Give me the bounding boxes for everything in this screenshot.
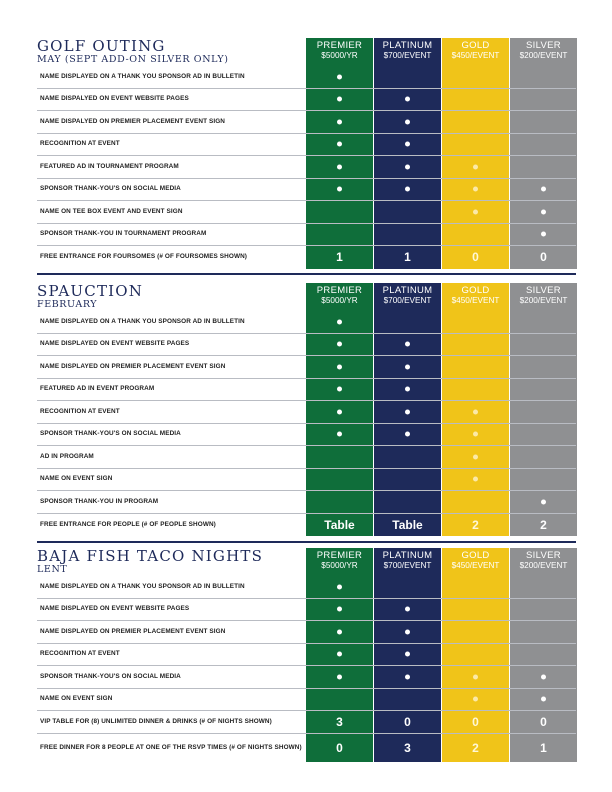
tier-price: $5000/YR: [321, 51, 358, 60]
cell-premier: [306, 179, 373, 201]
cell-silver: [510, 689, 577, 711]
cell-premier: [306, 201, 373, 223]
included-dot-icon: [405, 607, 410, 612]
benefit-value: 0: [336, 740, 343, 755]
tier-name: SILVER: [526, 40, 561, 51]
included-dot-icon: [405, 142, 410, 147]
benefit-value: 2: [540, 517, 547, 532]
tier-price: $450/EVENT: [451, 51, 500, 60]
cell-gold: [442, 311, 509, 333]
cell-platinum: [374, 156, 441, 178]
included-dot-icon: [337, 629, 342, 634]
cell-silver: [510, 156, 577, 178]
cell-platinum: [374, 621, 441, 643]
cell-silver: [510, 621, 577, 643]
included-dot-icon: [337, 187, 342, 192]
cell-platinum: [374, 514, 441, 537]
cell-platinum: [374, 311, 441, 333]
included-dot-icon: [541, 187, 546, 192]
cell-platinum: [374, 666, 441, 688]
tier-name: PREMIER: [316, 40, 363, 51]
included-dot-icon: [473, 674, 478, 679]
benefit-label: SPONSOR THANK-YOU IN PROGRAM: [40, 497, 159, 505]
benefit-row: [37, 66, 576, 89]
cell-premier: [306, 224, 373, 246]
column-header-premier: [306, 283, 373, 311]
cell-silver: [510, 66, 577, 88]
included-dot-icon: [405, 409, 410, 414]
included-dot-icon: [337, 119, 342, 124]
benefit-value: Table: [392, 517, 423, 532]
cell-silver: [510, 666, 577, 688]
included-dot-icon: [337, 342, 342, 347]
cell-silver: [510, 424, 577, 446]
cell-platinum: [374, 89, 441, 111]
cell-gold: [442, 201, 509, 223]
benefit-label: VIP TABLE FOR (8) UNLIMITED DINNER & DRINKS (# OF NIGHTS SHOWN): [40, 717, 272, 725]
benefit-row: [37, 689, 576, 712]
section-title-block: [37, 283, 305, 310]
benefit-label: RECOGNITION AT EVENT: [40, 650, 120, 658]
cell-premier: [306, 379, 373, 401]
cell-silver: [510, 356, 577, 378]
included-dot-icon: [405, 387, 410, 392]
column-header-premier: [306, 548, 373, 576]
cell-premier: [306, 246, 373, 269]
benefit-label: NAME DISPALYED ON PREMIER PLACEMENT EVENT SIGN: [40, 117, 225, 125]
cell-platinum: [374, 491, 441, 513]
cell-platinum: [374, 644, 441, 666]
benefit-row: [37, 401, 576, 424]
benefit-row: [37, 469, 576, 492]
benefit-label: NAME ON TEE BOX EVENT AND EVENT SIGN: [40, 207, 183, 215]
benefit-row: [37, 156, 576, 179]
included-dot-icon: [337, 142, 342, 147]
benefit-rows: [37, 576, 576, 762]
cell-silver: [510, 734, 577, 762]
included-dot-icon: [405, 652, 410, 657]
included-dot-icon: [541, 209, 546, 214]
benefit-value: 3: [404, 740, 411, 755]
benefit-label: NAME DISPLAYED ON A THANK YOU SPONSOR AD IN BULLETIN: [40, 582, 245, 590]
cell-silver: [510, 246, 577, 269]
cell-gold: [442, 491, 509, 513]
benefit-row: [37, 621, 576, 644]
included-dot-icon: [473, 477, 478, 482]
column-header-platinum: [374, 548, 441, 576]
cell-premier: [306, 689, 373, 711]
cell-premier: [306, 599, 373, 621]
cell-silver: [510, 514, 577, 537]
included-dot-icon: [473, 187, 478, 192]
cell-premier: [306, 356, 373, 378]
benefit-value: Table: [324, 517, 355, 532]
benefit-label: AD IN PROGRAM: [40, 452, 94, 460]
cell-gold: [442, 666, 509, 688]
cell-silver: [510, 111, 577, 133]
cell-premier: [306, 491, 373, 513]
cell-gold: [442, 446, 509, 468]
cell-gold: [442, 469, 509, 491]
cell-premier: [306, 644, 373, 666]
cell-platinum: [374, 379, 441, 401]
benefit-label: RECOGNITION AT EVENT: [40, 407, 120, 415]
tier-price: $700/EVENT: [383, 296, 432, 305]
cell-gold: [442, 599, 509, 621]
benefit-value: 1: [336, 250, 343, 265]
cell-premier: [306, 156, 373, 178]
cell-gold: [442, 156, 509, 178]
included-dot-icon: [337, 319, 342, 324]
tier-name: PLATINUM: [382, 285, 433, 296]
benefit-row: [37, 356, 576, 379]
cell-gold: [442, 401, 509, 423]
cell-silver: [510, 311, 577, 333]
benefit-label: FEATURED AD IN TOURNAMENT PROGRAM: [40, 162, 179, 170]
cell-silver: [510, 469, 577, 491]
cell-silver: [510, 644, 577, 666]
benefit-row: [37, 666, 576, 689]
cell-premier: [306, 734, 373, 762]
benefit-row: [37, 599, 576, 622]
included-dot-icon: [405, 187, 410, 192]
benefit-value: 3: [336, 714, 343, 729]
tier-name: PLATINUM: [382, 550, 433, 561]
benefit-row: [37, 446, 576, 469]
cell-gold: [442, 379, 509, 401]
included-dot-icon: [541, 499, 546, 504]
cell-platinum: [374, 111, 441, 133]
cell-platinum: [374, 424, 441, 446]
tier-price: $700/EVENT: [383, 561, 432, 570]
benefit-row: [37, 644, 576, 667]
cell-gold: [442, 621, 509, 643]
cell-platinum: [374, 734, 441, 762]
tier-price: $5000/YR: [321, 561, 358, 570]
column-header-platinum: [374, 283, 441, 311]
tier-name: GOLD: [461, 40, 490, 51]
cell-gold: [442, 246, 509, 269]
cell-platinum: [374, 356, 441, 378]
section-subtitle: LENT: [37, 564, 68, 575]
cell-platinum: [374, 689, 441, 711]
cell-premier: [306, 621, 373, 643]
cell-gold: [442, 334, 509, 356]
benefit-row: [37, 734, 576, 762]
included-dot-icon: [473, 697, 478, 702]
benefit-row: [37, 334, 576, 357]
section-divider: [37, 273, 576, 275]
tier-name: GOLD: [461, 550, 490, 561]
cell-platinum: [374, 66, 441, 88]
benefit-label: SPONSOR THANK-YOU'S ON SOCIAL MEDIA: [40, 672, 181, 680]
included-dot-icon: [337, 584, 342, 589]
section-title: SPAUCTION: [37, 282, 144, 300]
cell-platinum: [374, 469, 441, 491]
cell-platinum: [374, 201, 441, 223]
included-dot-icon: [337, 409, 342, 414]
cell-platinum: [374, 334, 441, 356]
cell-silver: [510, 89, 577, 111]
included-dot-icon: [337, 607, 342, 612]
cell-premier: [306, 666, 373, 688]
section-title: BAJA FISH TACO NIGHTS: [37, 547, 264, 565]
tier-price: $450/EVENT: [451, 296, 500, 305]
cell-gold: [442, 66, 509, 88]
benefit-label: NAME DISPLAYED ON PREMIER PLACEMENT EVENT SIGN: [40, 627, 226, 635]
tier-name: PREMIER: [316, 550, 363, 561]
cell-platinum: [374, 401, 441, 423]
cell-platinum: [374, 179, 441, 201]
included-dot-icon: [473, 164, 478, 169]
benefit-row: [37, 224, 576, 247]
included-dot-icon: [541, 232, 546, 237]
cell-premier: [306, 66, 373, 88]
cell-premier: [306, 446, 373, 468]
cell-platinum: [374, 599, 441, 621]
cell-gold: [442, 134, 509, 156]
benefit-row: [37, 424, 576, 447]
column-header-silver: [510, 38, 577, 66]
cell-premier: [306, 401, 373, 423]
cell-platinum: [374, 711, 441, 733]
column-header-platinum: [374, 38, 441, 66]
column-header-gold: [442, 548, 509, 576]
included-dot-icon: [541, 697, 546, 702]
cell-premier: [306, 311, 373, 333]
benefit-row: [37, 201, 576, 224]
benefit-value: 1: [540, 740, 547, 755]
benefit-row: [37, 246, 576, 269]
tier-name: GOLD: [461, 285, 490, 296]
benefit-value: 0: [472, 714, 479, 729]
tier-name: SILVER: [526, 550, 561, 561]
cell-gold: [442, 224, 509, 246]
included-dot-icon: [337, 432, 342, 437]
cell-platinum: [374, 224, 441, 246]
benefit-label: NAME ON EVENT SIGN: [40, 475, 113, 483]
cell-gold: [442, 644, 509, 666]
section-1: [37, 38, 576, 269]
included-dot-icon: [405, 119, 410, 124]
included-dot-icon: [405, 364, 410, 369]
cell-silver: [510, 334, 577, 356]
included-dot-icon: [405, 432, 410, 437]
included-dot-icon: [337, 652, 342, 657]
included-dot-icon: [405, 164, 410, 169]
cell-gold: [442, 179, 509, 201]
included-dot-icon: [405, 674, 410, 679]
benefit-rows: [37, 311, 576, 536]
benefit-row: [37, 491, 576, 514]
tier-price: $5000/YR: [321, 296, 358, 305]
cell-premier: [306, 424, 373, 446]
benefit-row: [37, 179, 576, 202]
column-header-silver: [510, 283, 577, 311]
included-dot-icon: [405, 629, 410, 634]
tier-name: PLATINUM: [382, 40, 433, 51]
benefit-label: FREE DINNER FOR 8 PEOPLE AT ONE OF THE RSVP TIMES (# OF NIGHTS SHOWN): [40, 743, 302, 751]
cell-premier: [306, 89, 373, 111]
column-header-gold: [442, 38, 509, 66]
benefit-row: [37, 311, 576, 334]
benefit-row: [37, 576, 576, 599]
benefit-label: NAME DISPALYED ON EVENT WEBSITE PAGES: [40, 95, 189, 103]
benefit-row: [37, 379, 576, 402]
benefit-value: 2: [472, 740, 479, 755]
section-2: [37, 283, 576, 536]
benefit-row: [37, 111, 576, 134]
benefit-label: FEATURED AD IN EVENT PROGRAM: [40, 385, 155, 393]
cell-gold: [442, 711, 509, 733]
cell-silver: [510, 134, 577, 156]
benefit-rows: [37, 66, 576, 269]
cell-silver: [510, 446, 577, 468]
included-dot-icon: [337, 97, 342, 102]
section-divider: [37, 541, 576, 543]
benefit-label: SPONSOR THANK-YOU IN TOURNAMENT PROGRAM: [40, 230, 207, 238]
included-dot-icon: [473, 432, 478, 437]
included-dot-icon: [405, 342, 410, 347]
tier-name: PREMIER: [316, 285, 363, 296]
benefit-label: RECOGNITION AT EVENT: [40, 140, 120, 148]
cell-silver: [510, 711, 577, 733]
cell-gold: [442, 356, 509, 378]
tier-price: $200/EVENT: [519, 561, 568, 570]
benefit-label: NAME DISPLAYED ON A THANK YOU SPONSOR AD IN BULLETIN: [40, 72, 245, 80]
benefit-value: 0: [404, 714, 411, 729]
included-dot-icon: [405, 97, 410, 102]
benefit-label: NAME ON EVENT SIGN: [40, 695, 113, 703]
cell-gold: [442, 514, 509, 537]
section-title-block: [37, 548, 305, 575]
included-dot-icon: [337, 364, 342, 369]
cell-gold: [442, 689, 509, 711]
column-header-silver: [510, 548, 577, 576]
cell-silver: [510, 599, 577, 621]
cell-premier: [306, 334, 373, 356]
included-dot-icon: [337, 674, 342, 679]
section-title-block: [37, 38, 305, 65]
benefit-label: FREE ENTRANCE FOR FOURSOMES (# OF FOURSOMES SHOWN): [40, 253, 248, 261]
cell-premier: [306, 134, 373, 156]
cell-silver: [510, 201, 577, 223]
cell-premier: [306, 711, 373, 733]
cell-platinum: [374, 446, 441, 468]
included-dot-icon: [541, 674, 546, 679]
column-header-premier: [306, 38, 373, 66]
tier-price: $700/EVENT: [383, 51, 432, 60]
cell-platinum: [374, 134, 441, 156]
benefit-row: [37, 134, 576, 157]
cell-gold: [442, 424, 509, 446]
benefit-value: 0: [472, 250, 479, 265]
cell-premier: [306, 469, 373, 491]
included-dot-icon: [337, 74, 342, 79]
tier-price: $450/EVENT: [451, 561, 500, 570]
cell-gold: [442, 89, 509, 111]
included-dot-icon: [337, 387, 342, 392]
section-subtitle: FEBRUARY: [37, 299, 98, 310]
benefit-label: SPONSOR THANK-YOU'S ON SOCIAL MEDIA: [40, 430, 181, 438]
cell-premier: [306, 514, 373, 537]
benefit-label: SPONSOR THANK-YOU'S ON SOCIAL MEDIA: [40, 185, 181, 193]
benefit-value: 0: [540, 714, 547, 729]
cell-platinum: [374, 576, 441, 598]
cell-platinum: [374, 246, 441, 269]
benefit-label: NAME DISPLAYED ON PREMIER PLACEMENT EVENT SIGN: [40, 362, 226, 370]
benefit-value: 1: [404, 250, 411, 265]
included-dot-icon: [473, 454, 478, 459]
cell-silver: [510, 491, 577, 513]
tier-price: $200/EVENT: [519, 296, 568, 305]
benefit-value: 0: [540, 250, 547, 265]
benefit-row: [37, 514, 576, 537]
cell-gold: [442, 576, 509, 598]
tier-name: SILVER: [526, 285, 561, 296]
section-subtitle: MAY (SEPT ADD-ON SILVER ONLY): [37, 54, 229, 65]
cell-gold: [442, 734, 509, 762]
benefit-label: FREE ENTRANCE FOR PEOPLE (# OF PEOPLE SHOWN): [40, 520, 216, 528]
included-dot-icon: [473, 409, 478, 414]
section-title: GOLF OUTING: [37, 37, 166, 55]
cell-premier: [306, 576, 373, 598]
section-3: [37, 548, 576, 762]
cell-silver: [510, 401, 577, 423]
cell-silver: [510, 179, 577, 201]
tier-price: $200/EVENT: [519, 51, 568, 60]
cell-silver: [510, 224, 577, 246]
benefit-label: NAME DISPLAYED ON EVENT WEBSITE PAGES: [40, 340, 190, 348]
benefit-value: 2: [472, 517, 479, 532]
benefit-row: [37, 89, 576, 112]
cell-silver: [510, 576, 577, 598]
benefit-row: [37, 711, 576, 734]
included-dot-icon: [473, 209, 478, 214]
cell-premier: [306, 111, 373, 133]
cell-gold: [442, 111, 509, 133]
included-dot-icon: [337, 164, 342, 169]
benefit-label: NAME DISPLAYED ON A THANK YOU SPONSOR AD IN BULLETIN: [40, 317, 245, 325]
benefit-label: NAME DISPLAYED ON EVENT WEBSITE PAGES: [40, 605, 190, 613]
column-header-gold: [442, 283, 509, 311]
cell-silver: [510, 379, 577, 401]
